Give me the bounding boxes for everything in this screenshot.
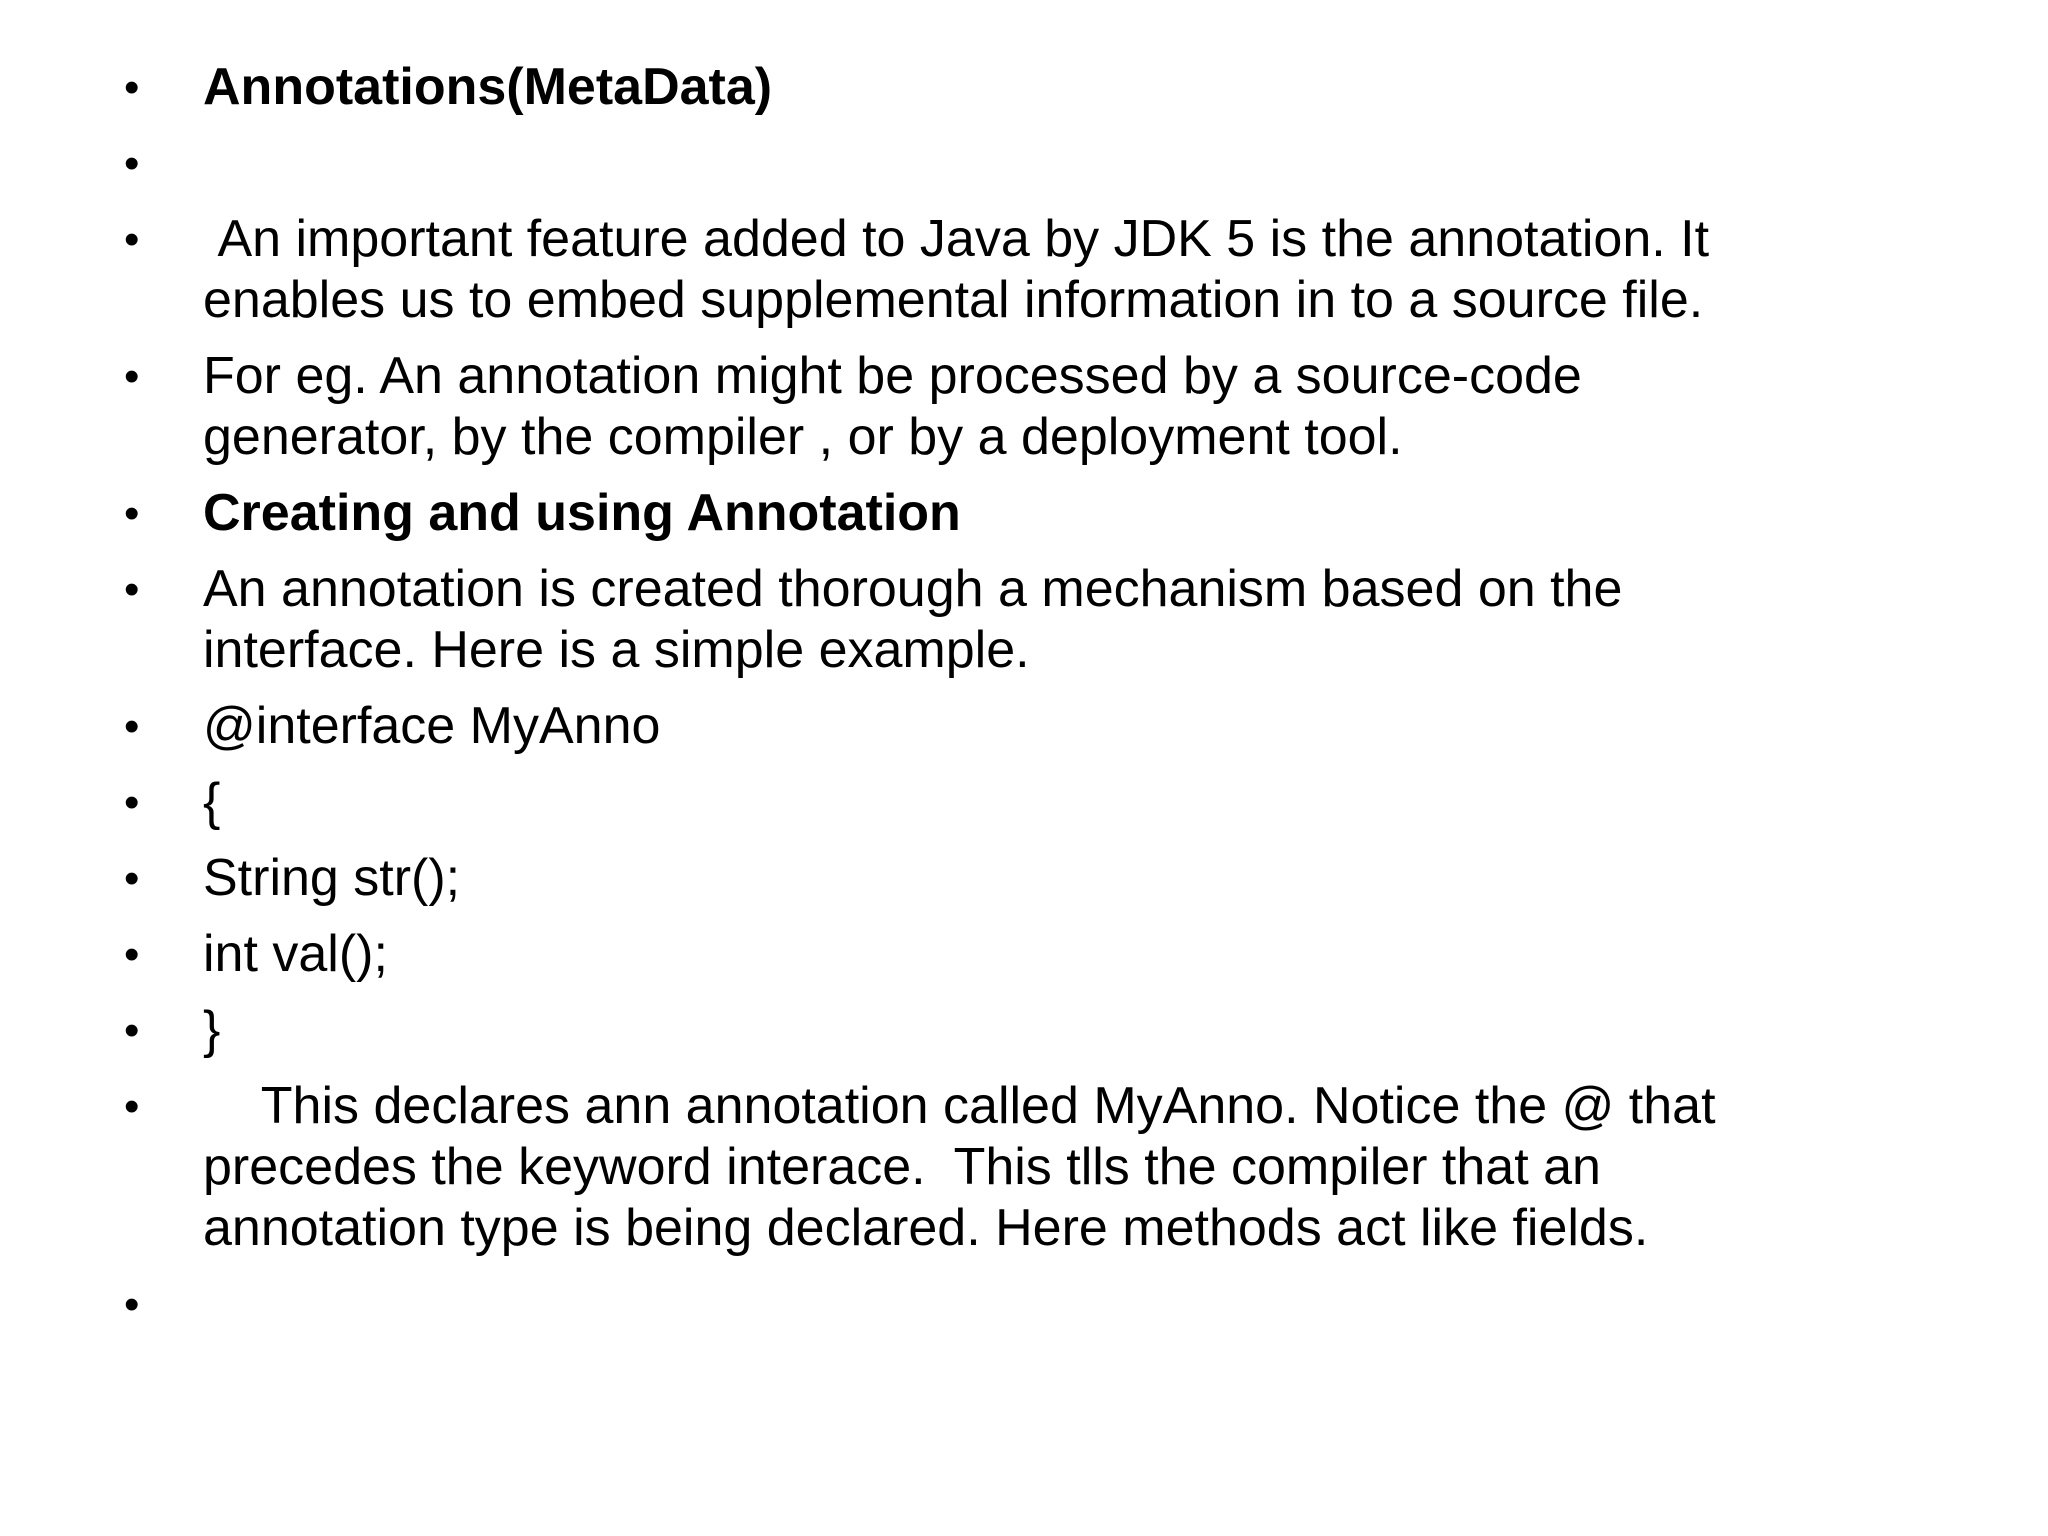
code-line: @interface MyAnno xyxy=(203,697,661,755)
bullet-icon: • xyxy=(124,489,140,538)
list-item-text: For eg. An annotation might be processed by a source-code generator, by the compiler , or by a deployment tool. xyxy=(203,347,1582,466)
bullet-icon: • xyxy=(124,930,140,979)
bullet-icon: • xyxy=(124,702,140,751)
bullet-icon: • xyxy=(124,139,140,188)
list-item-text: An important feature added to Java by JDK 5 is the annotation. It enables us to embed supplemental information in to a source file. xyxy=(203,210,1710,329)
heading-creating-annotation: Creating and using Annotation xyxy=(203,484,961,542)
code-line: } xyxy=(203,1001,221,1059)
bullet-icon: • xyxy=(124,1280,140,1329)
list-item-text: This declares ann annotation called MyAnno. Notice the @ that precedes the keyword interace. This tlls the compiler that an annotation type is being declared. Here methods act like fields. xyxy=(203,1077,1716,1257)
bullet-icon: • xyxy=(124,215,140,264)
list-item-text: An annotation is created thorough a mechanism based on the interface. Here is a simple example. xyxy=(203,560,1623,679)
code-line: String str(); xyxy=(203,849,461,907)
bullet-icon: • xyxy=(124,63,140,112)
bullet-icon: • xyxy=(124,1082,140,1131)
code-line: int val(); xyxy=(203,925,388,983)
heading-annotations: Annotations(MetaData) xyxy=(203,58,773,116)
bullet-icon: • xyxy=(124,1006,140,1055)
bullet-icon: • xyxy=(124,352,140,401)
bullet-icon: • xyxy=(124,565,140,614)
bullet-icon: • xyxy=(124,778,140,827)
code-line: { xyxy=(203,773,221,831)
bullet-icon: • xyxy=(124,854,140,903)
